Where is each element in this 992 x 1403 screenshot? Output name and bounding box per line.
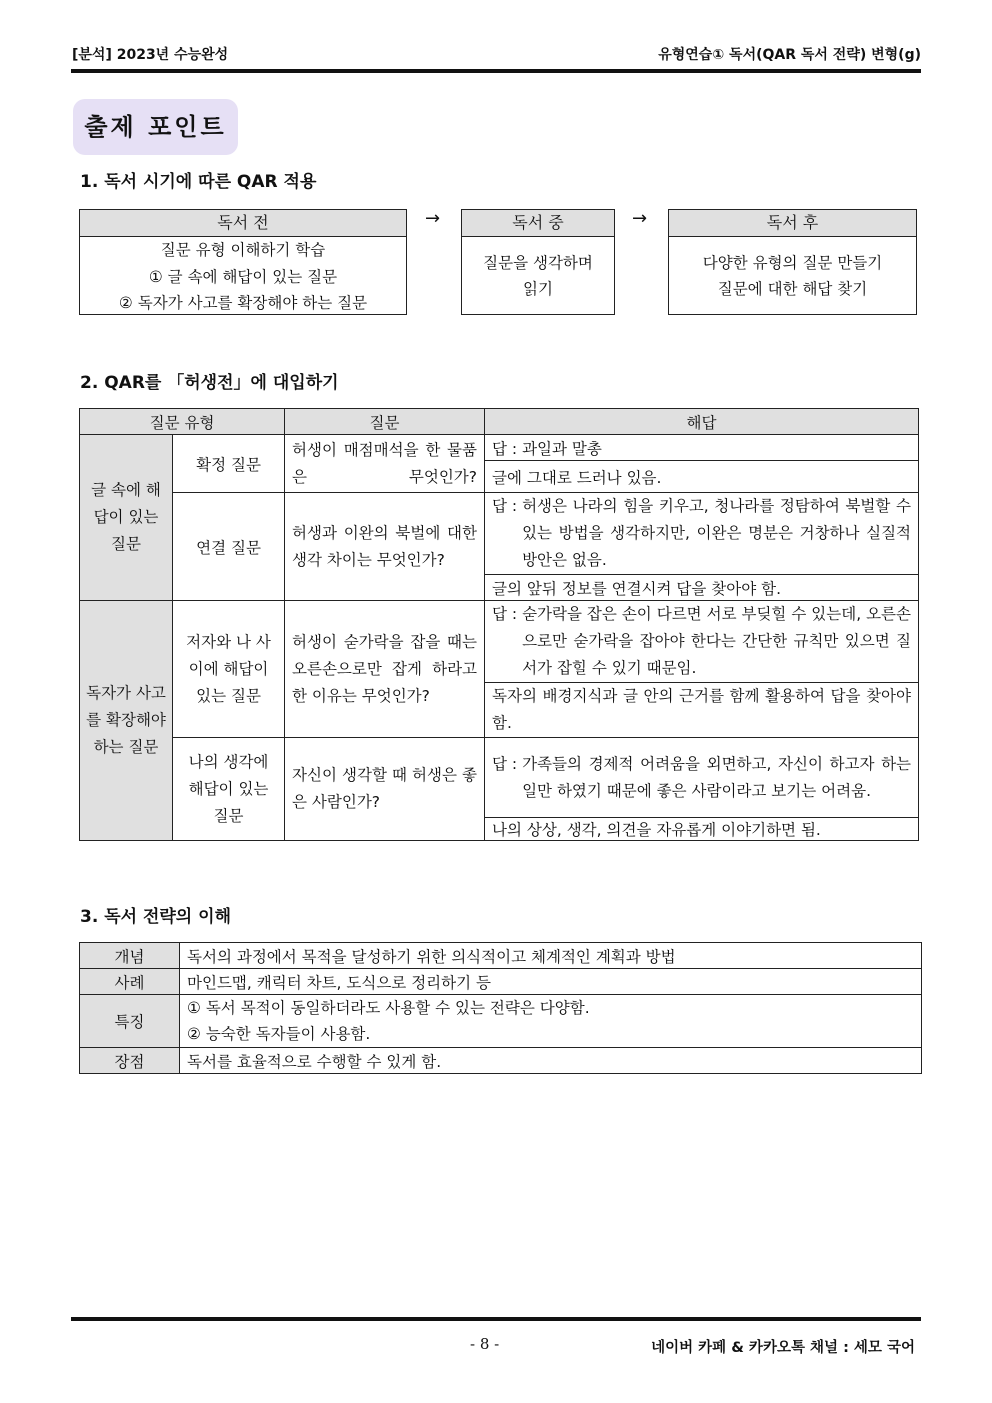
question-text: 허생과 이완의 북벌에 대한 생각 차이는 무엇인가? bbox=[285, 493, 485, 601]
during-line: 읽기 bbox=[523, 280, 553, 298]
question-text: 허생이 매점매석을 한 물품은 무엇인가? bbox=[285, 435, 485, 493]
answer-note: 글에 그대로 드러나 있음. bbox=[485, 461, 919, 493]
col-header-answer: 해답 bbox=[485, 409, 919, 435]
answer-key: 답 : bbox=[492, 754, 523, 773]
answer-key: 답 : bbox=[492, 497, 523, 515]
before-reading-head: 독서 전 bbox=[80, 210, 406, 237]
arrow-right-icon: → bbox=[425, 208, 441, 229]
row-content: 독서를 효율적으로 수행할 수 있게 함. bbox=[180, 1048, 922, 1074]
answer-text: 과일과 말총 bbox=[522, 439, 602, 458]
header-left: [분석] 2023년 수능완성 bbox=[72, 47, 229, 63]
row-line: ① 독서 목적이 동일하더라도 사용할 수 있는 전략은 다양함. bbox=[187, 999, 590, 1017]
page-number: - 8 - bbox=[470, 1335, 500, 1353]
row-label: 특징 bbox=[80, 995, 180, 1048]
answer-key: 답 : bbox=[492, 605, 523, 623]
col-header-type: 질문 유형 bbox=[80, 409, 285, 435]
before-reading-box bbox=[79, 209, 407, 315]
answer-cell bbox=[485, 435, 919, 461]
answer-text: 가족들의 경제적 어려움을 외면하고, 자신이 하고자 하는 일만 하였기 때문에 좋은 사람이라고 보기는 어려움. bbox=[522, 754, 912, 800]
question-type: 저자와 나 사이에 해답이 있는 질문 bbox=[173, 601, 285, 738]
row-content: 독서의 과정에서 목적을 달성하기 위한 의식적이고 체계적인 계획과 방법 bbox=[180, 943, 922, 969]
question-type: 나의 생각에 해답이 있는 질문 bbox=[173, 738, 285, 841]
group-label: 독자가 사고를 확장해야 하는 질문 bbox=[80, 601, 173, 841]
page-header bbox=[72, 44, 921, 64]
during-reading-box bbox=[461, 209, 615, 315]
answer-cell bbox=[485, 738, 919, 818]
row-label: 개념 bbox=[80, 943, 180, 969]
after-line: 다양한 유형의 질문 만들기 bbox=[702, 254, 883, 272]
row-label: 장점 bbox=[80, 1048, 180, 1074]
row-content: 마인드맵, 캐릭터 차트, 도식으로 정리하기 등 bbox=[180, 969, 922, 995]
section3-title: 3. 독서 전략의 이해 bbox=[80, 907, 231, 927]
during-reading-head: 독서 중 bbox=[462, 210, 614, 237]
qar-table bbox=[79, 408, 919, 841]
section1-title: 1. 독서 시기에 따른 QAR 적용 bbox=[80, 172, 317, 192]
row-label: 사례 bbox=[80, 969, 180, 995]
before-line: ② 독자가 사고를 확장해야 하는 질문 bbox=[118, 294, 368, 312]
question-type: 연결 질문 bbox=[173, 493, 285, 601]
row-content bbox=[180, 995, 922, 1048]
answer-note: 글의 앞뒤 정보를 연결시켜 답을 찾아야 함. bbox=[485, 575, 919, 601]
header-right: 유형연습① 독서(QAR 독서 전략) 변형(g) bbox=[658, 47, 921, 63]
after-line: 질문에 대한 해답 찾기 bbox=[717, 280, 868, 298]
question-type: 확정 질문 bbox=[173, 435, 285, 493]
after-reading-box bbox=[668, 209, 917, 315]
before-line: ① 글 속에 해답이 있는 질문 bbox=[148, 267, 338, 286]
row-line: ② 능숙한 독자들이 사용함. bbox=[187, 1025, 371, 1043]
section-badge: 출제 포인트 bbox=[73, 99, 238, 155]
section2-title: 2. QAR를 「허생전」에 대입하기 bbox=[80, 373, 339, 393]
before-line: 질문 유형 이해하기 학습 bbox=[160, 241, 326, 259]
answer-cell bbox=[485, 601, 919, 683]
question-text: 허생이 숟가락을 잡을 때는 오른손으로만 잡게 하라고 한 이유는 무엇인가? bbox=[285, 601, 485, 738]
col-header-question: 질문 bbox=[285, 409, 485, 435]
question-text: 자신이 생각할 때 허생은 좋은 사람인가? bbox=[285, 738, 485, 841]
strategy-table bbox=[79, 942, 922, 1074]
after-reading-head: 독서 후 bbox=[669, 210, 916, 237]
during-line: 질문을 생각하며 bbox=[483, 254, 593, 272]
answer-cell bbox=[485, 493, 919, 575]
footer-rule bbox=[71, 1317, 921, 1321]
arrow-right-icon: → bbox=[632, 208, 648, 229]
footer-credit: 네이버 카페 & 카카오톡 채널 : 세모 국어 bbox=[651, 1340, 915, 1356]
header-rule bbox=[71, 69, 921, 73]
answer-text: 숟가락을 잡은 손이 다르면 서로 부딪힐 수 있는데, 오른손으로만 숟가락을 잡아야 한다는 간단한 규칙만 있으면 질서가 잡힐 수 있기 때문임. bbox=[522, 605, 912, 677]
group-label: 글 속에 해답이 있는 질문 bbox=[80, 435, 173, 601]
answer-note: 독자의 배경지식과 글 안의 근거를 함께 활용하여 답을 찾아야 함. bbox=[485, 683, 919, 738]
answer-text: 허생은 나라의 힘을 키우고, 청나라를 정탐하여 북벌할 수 있는 방법을 생각하지만, 이완은 명분은 거창하나 실질적 방안은 없음. bbox=[522, 497, 912, 569]
answer-key: 답 : bbox=[492, 439, 523, 458]
answer-note: 나의 상상, 생각, 의견을 자유롭게 이야기하면 됨. bbox=[485, 818, 919, 841]
